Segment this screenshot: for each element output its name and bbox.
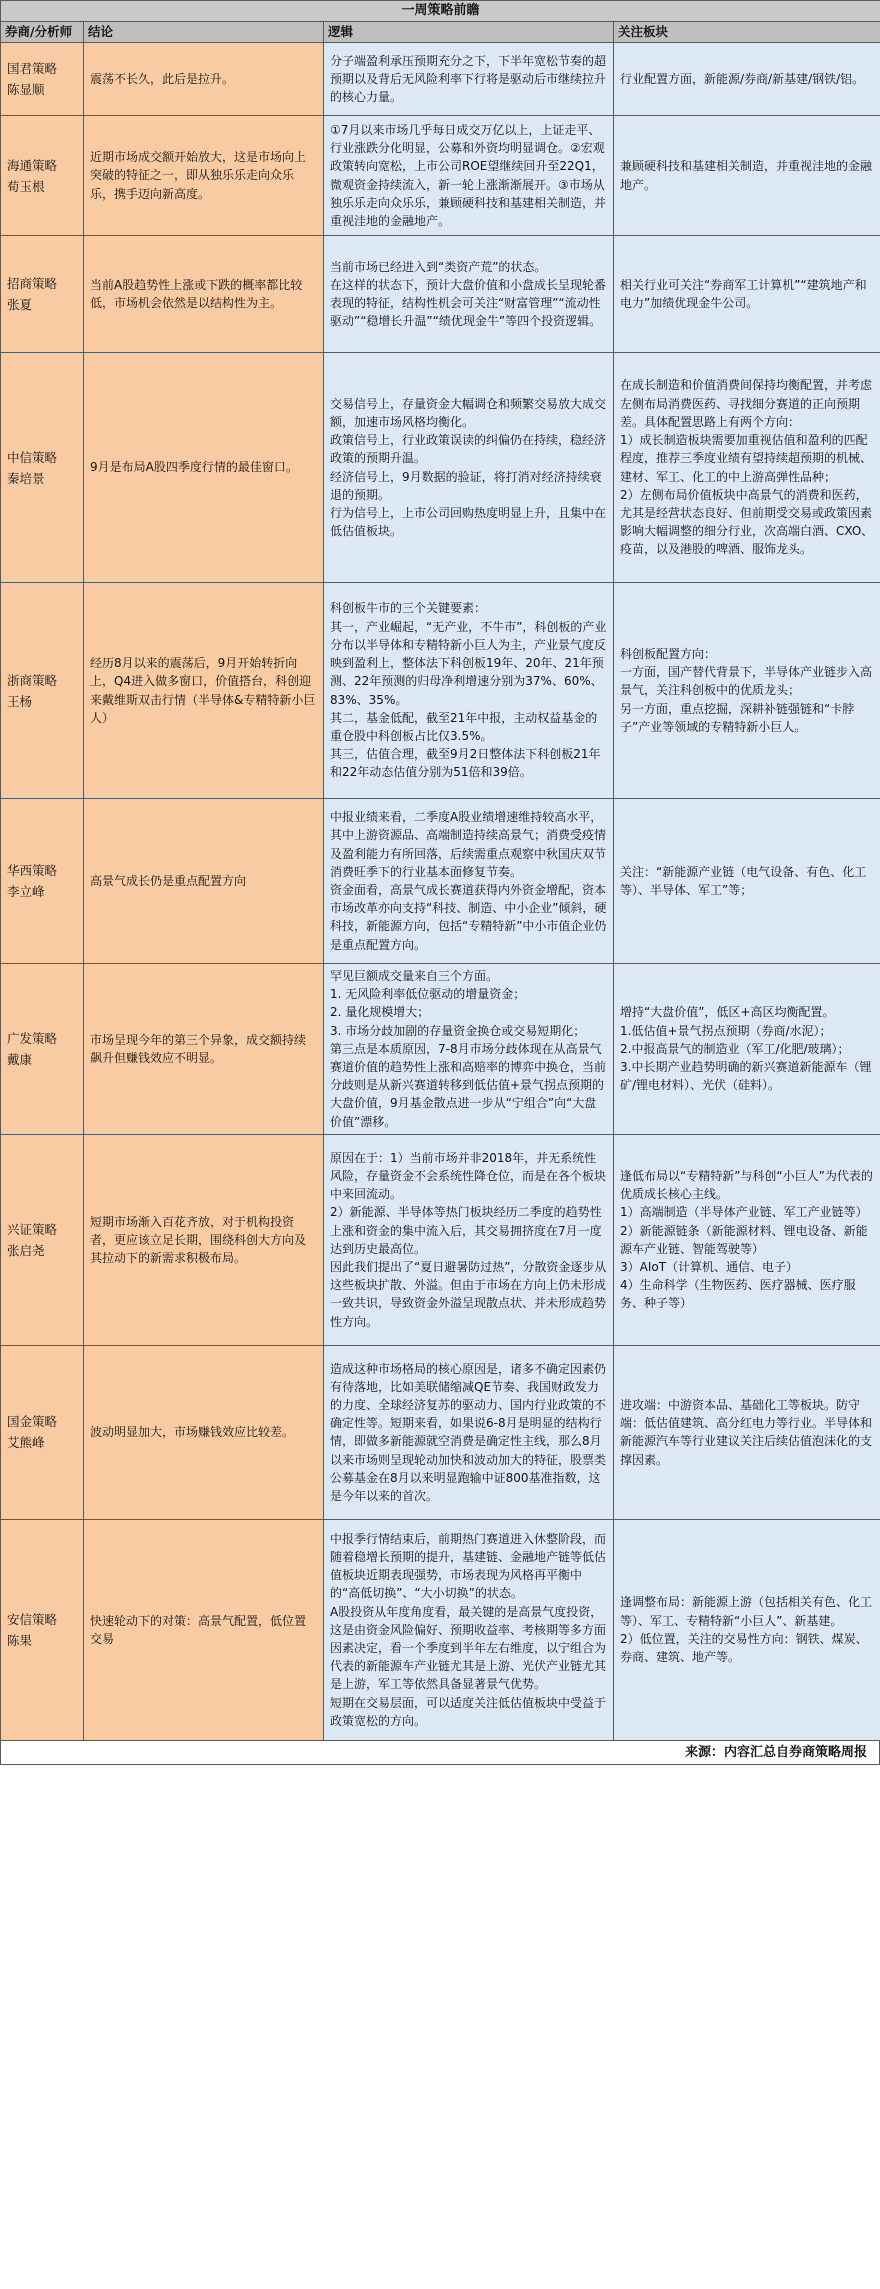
table-row <box>1 353 880 583</box>
broker-cell <box>1 236 84 353</box>
table-row <box>1 43 880 116</box>
table-row <box>1 236 880 353</box>
broker-cell <box>1 799 84 964</box>
broker-cell <box>1 583 84 799</box>
focus-cell: 逢调整布局：新能源上游（包括相关有色、化工等）、军工、专精特新“小巨人”、新基建。 2）低位置，关注的交易性方向：钢铁、煤炭、券商、建筑、地产等。 <box>614 1519 880 1740</box>
conclusion-cell: 快速轮动下的对策：高景气配置，低位置交易 <box>84 1519 324 1740</box>
broker-name: 安信策略 <box>7 1611 58 1627</box>
broker-name: 广发策略 <box>7 1030 58 1046</box>
broker-name: 招商策略 <box>7 276 58 291</box>
broker-name: 国君策略 <box>7 61 58 76</box>
focus-cell: 进攻端：中游资本品、基础化工等板块。防守端：低估值建筑、高分红电力等行业。半导体和新能源汽车等行业建议关注后续估值泡沫化的支撑因素。 <box>614 1345 880 1519</box>
analyst-name: 陈显顺 <box>7 82 45 97</box>
conclusion-cell: 高景气成长仍是重点配置方向 <box>84 799 324 964</box>
focus-cell: 科创板配置方向： 一方面，国产替代背景下，半导体产业链步入高景气，关注科创板中的优质龙头； 另一方面，重点挖掘，深耕补链强链和“卡脖子”产业等领域的专精特新小巨人。 <box>614 583 880 799</box>
broker-name: 中信策略 <box>7 449 58 465</box>
broker-cell <box>1 116 84 236</box>
conclusion-cell: 当前A股趋势性上涨或下跌的概率都比较低，市场机会依然是以结构性为主。 <box>84 236 324 353</box>
focus-cell: 增持“大盘价值”，低区+高区均衡配置。 1.低估值+景气拐点预期（券商/水泥）； 2.中报高景气的制造业（军工/化肥/玻璃）； 3.中长期产业趋势明确的新兴赛道新能源车（锂矿/锂电材料）、光伏（硅料）。 <box>614 964 880 1135</box>
header-broker: 券商/分析师 <box>1 22 84 43</box>
analyst-name: 荀玉根 <box>7 178 45 194</box>
broker-name: 华西策略 <box>7 863 58 878</box>
conclusion-cell: 震荡不长久，此后是拉升。 <box>84 43 324 116</box>
broker-cell <box>1 353 84 583</box>
conclusion-cell: 市场呈现今年的第三个异象，成交额持续飙升但赚钱效应不明显。 <box>84 964 324 1135</box>
broker-cell <box>1 43 84 116</box>
table-row <box>1 116 880 236</box>
analyst-name: 张启尧 <box>7 1242 45 1258</box>
logic-cell: 科创板牛市的三个关键要素： 其一，产业崛起，“无产业，不牛市”，科创板的产业分布以半导体和专精特新小巨人为主，产业景气度反映到盈利上，整体法下科创板19年、20年、21年预测、22年预测的归母净利增速分别为37%、60%、83%、35%。 其二，基金低配，截至21年中报，主动权益基金的重仓股中科创板占比仅3.5%。 其三，估值合理，截至9月2日整体法下科创板21年和22年动态估值分别为51倍和39倍。 <box>324 583 614 799</box>
table-title: 一周策略前瞻 <box>1 1 880 22</box>
broker-name: 海通策略 <box>7 157 58 173</box>
table-body <box>1 43 880 1741</box>
table-row <box>1 1345 880 1519</box>
conclusion-cell: 短期市场渐入百花齐放，对于机构投资者，更应该立足长期，围绕科创大方向及其拉动下的新需求积极布局。 <box>84 1134 324 1345</box>
broker-cell <box>1 1345 84 1519</box>
analyst-name: 秦培景 <box>7 470 45 486</box>
broker-cell <box>1 1134 84 1345</box>
focus-cell: 逢低布局以“专精特新”与科创“小巨人”为代表的优质成长核心主线。 1）高端制造（半导体产业链、军工产业链等） 2）新能源链条（新能源材料、锂电设备、新能源车产业链、智能驾驶等） 3）AIoT（计算机、通信、电子） 4）生命科学（生物医药、医疗器械、医疗服务、种子等） <box>614 1134 880 1345</box>
logic-cell: ①7月以来市场几乎每日成交万亿以上，上证走平、行业涨跌分化明显，公募和外资均明显调仓。②宏观政策转向宽松，上市公司ROE望继续回升至22Q1，微观资金持续流入，新一轮上涨渐渐展开。③市场从独乐乐走向众乐乐，兼顾硬科技和基建相关制造，并重视洼地的金融地产。 <box>324 116 614 236</box>
table-row <box>1 964 880 1135</box>
analyst-name: 王杨 <box>7 693 33 709</box>
analyst-name: 张夏 <box>7 297 33 312</box>
logic-cell: 造成这种市场格局的核心原因是，诸多不确定因素仍有待落地，比如美联储缩减QE节奏、我国财政发力的力度、全球经济复苏的驱动力、国内行业政策的不确定性等。短期来看，如果说6-8月是明显的结构行情，即做多新能源就空消费是确定性主线，那么8月以来市场则呈现轮动加快和波动加大的特征，股票类公募基金在8月以来明显跑输中证800基准指数，这是今年以来的首次。 <box>324 1345 614 1519</box>
focus-cell: 兼顾硬科技和基建相关制造，并重视洼地的金融地产。 <box>614 116 880 236</box>
table-row <box>1 799 880 964</box>
focus-cell: 在成长制造和价值消费间保持均衡配置，并考虑左侧布局消费医药、寻找细分赛道的正向预期差。具体配置思路上有两个方向： 1）成长制造板块需要加重视估值和盈利的匹配程度，推荐三季度业绩有望持续超预期的机械、建材、军工、化工的中上游高弹性品种； 2）左侧布局价值板块中高景气的消费和医药，尤其是经营状态良好、但前期受交易或政策因素影响大幅调整的细分行业，次高端白酒、CXO、疫苗，以及港股的啤酒、服饰龙头。 <box>614 353 880 583</box>
header-row <box>1 22 880 43</box>
broker-name: 浙商策略 <box>7 672 58 688</box>
focus-cell: 行业配置方面，新能源/券商/新基建/钢铁/铝。 <box>614 43 880 116</box>
broker-name: 国金策略 <box>7 1414 58 1430</box>
focus-cell: 关注：“新能源产业链（电气设备、有色、化工等）、半导体、军工”等； <box>614 799 880 964</box>
logic-cell: 当前市场已经进入到“类资产荒”的状态。 在这样的状态下，预计大盘价值和小盘成长呈现轮番表现的特征，结构性机会可关注“财富管理”“流动性驱动”“稳增长升温”“绩优现金牛”等四个投资逻辑。 <box>324 236 614 353</box>
logic-cell: 分子端盈利承压预期充分之下，下半年宽松节奏的超预期以及背后无风险利率下行将是驱动后市继续拉升的核心力量。 <box>324 43 614 116</box>
header-logic: 逻辑 <box>324 22 614 43</box>
analyst-name: 陈果 <box>7 1632 33 1648</box>
analyst-name: 艾熊峰 <box>7 1435 45 1451</box>
conclusion-cell: 波动明显加大，市场赚钱效应比较差。 <box>84 1345 324 1519</box>
header-focus: 关注板块 <box>614 22 880 43</box>
logic-cell: 原因在于：1）当前市场并非2018年，并无系统性风险，存量资金不会系统性降仓位，而是在各个板块中来回流动。 2）新能源、半导体等热门板块经历二季度的趋势性上涨和资金的集中流入后，其交易拥挤度在7月一度达到历史最高位。 因此我们提出了“夏日避暑防过热”，分散资金逐步从这些板块扩散、外溢。但由于市场在方向上仍未形成一致共识，导致资金外溢呈现散点状、并未形成趋势性方向。 <box>324 1134 614 1345</box>
analyst-name: 戴康 <box>7 1051 33 1067</box>
logic-cell: 中报季行情结束后，前期热门赛道进入休整阶段，而随着稳增长预期的提升，基建链、金融地产链等低估值板块近期表现强势，市场表现为风格再平衡中的“高低切换”、“大小切换”的状态。 A股投资从年度角度看，最关键的是高景气度投资，这是由资金风险偏好、预期收益率、考核期等多方面因素决定，看一个季度到半年左右维度，以宁组合为代表的新能源车产业链尤其是上游、光伏产业链尤其是上游，军工等依然具备显著景气优势。 短期在交易层面，可以适度关注低估值板块中受益于政策宽松的方向。 <box>324 1519 614 1740</box>
table-row <box>1 583 880 799</box>
broker-name: 兴证策略 <box>7 1221 58 1237</box>
analyst-name: 李立峰 <box>7 884 45 899</box>
table-row <box>1 1519 880 1740</box>
logic-cell: 中报业绩来看，二季度A股业绩增速维持较高水平，其中上游资源品、高端制造持续高景气；消费受疫情及盈利能力有所回落，后续需重点观察中秋国庆双节消费旺季下的行业基本面修复节奏。 资金面看，高景气成长赛道获得内外资金增配，资本市场改革亦向支持“科技、制造、中小企业”倾斜，硬科技，新能源方向，包括“专精特新”中小市值企业仍是重点配置方向。 <box>324 799 614 964</box>
logic-cell: 交易信号上，存量资金大幅调仓和频繁交易放大成交额，加速市场风格均衡化。 政策信号上，行业政策误读的纠偏仍在持续，稳经济政策的预期升温。 经济信号上，9月数据的验证，将打消对经济持续衰退的预期。 行为信号上，上市公司回购热度明显上升，且集中在低估值板块。 <box>324 353 614 583</box>
table-row <box>1 1134 880 1345</box>
header-conclusion: 结论 <box>84 22 324 43</box>
broker-cell <box>1 1519 84 1740</box>
logic-cell: 罕见巨额成交量来自三个方面。 1. 无风险利率低位驱动的增量资金； 2. 量化规模增大； 3. 市场分歧加剧的存量资金换仓或交易短期化； 第三点是本质原因，7-8月市场分歧体现在从高景气赛道价值的趋势性上涨和高赔率的博弈中换仓，当前分歧则是从新兴赛道转移到低估值+景气拐点预期的大盘价值，9月基金散点进一步从“宁组合”向“大盘价值”漂移。 <box>324 964 614 1135</box>
conclusion-cell: 经历8月以来的震荡后，9月开始转折向上，Q4进入做多窗口，价值搭台，科创迎来戴维斯双击行情（半导体&专精特新小巨人） <box>84 583 324 799</box>
broker-cell <box>1 964 84 1135</box>
source-note: 来源：内容汇总自券商策略周报 <box>0 1741 880 1765</box>
conclusion-cell: 9月是布局A股四季度行情的最佳窗口。 <box>84 353 324 583</box>
focus-cell: 相关行业可关注“券商军工计算机”“建筑地产和电力”加绩优现金牛公司。 <box>614 236 880 353</box>
conclusion-cell: 近期市场成交额开始放大，这是市场向上突破的特征之一，即从独乐乐走向众乐乐，携手迈向新高度。 <box>84 116 324 236</box>
